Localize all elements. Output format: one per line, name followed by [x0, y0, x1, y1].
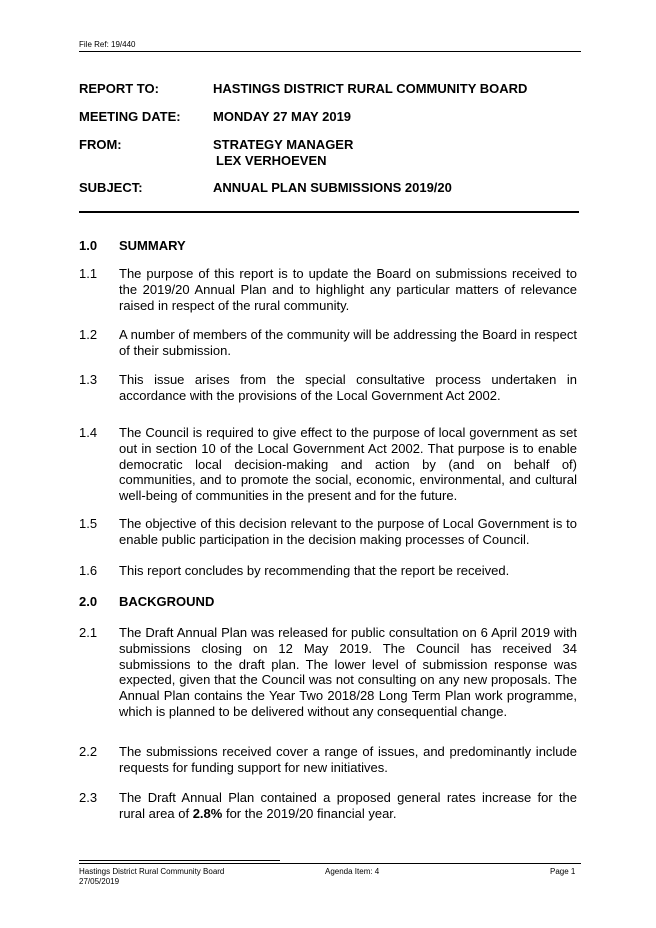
paragraph-number: 1.5	[79, 516, 98, 531]
header-value: ANNUAL PLAN SUBMISSIONS 2019/20	[213, 180, 452, 195]
header-value: MONDAY 27 MAY 2019	[213, 109, 352, 124]
paragraph-number: 1.6	[79, 563, 98, 578]
footer-board-name: Hastings District Rural Community Board	[79, 867, 225, 876]
paragraph-1-1	[79, 266, 577, 313]
paragraph-number: 1.4	[79, 425, 98, 440]
paragraph-text: The purpose of this report is to update the Board on submissions received to the 2019/20 Annual Plan and to highlight any particular matters of relevance raised in respect of the rural community.	[119, 266, 577, 313]
paragraph-text-part: The Draft Annual Plan contained a proposed general rates increase for the rural area of	[119, 790, 577, 821]
paragraph-number: 2.2	[79, 744, 98, 759]
paragraph-text: This issue arises from the special consultative process undertaken in accordance with the provisions of the Local Government Act 2002.	[119, 372, 577, 403]
paragraph-number: 1.1	[79, 266, 98, 281]
footer-agenda-item: Agenda Item: 4	[325, 867, 380, 876]
section-number: 1.0	[79, 238, 98, 253]
paragraph-text-part: for the 2019/20 financial year.	[222, 805, 397, 821]
paragraph-1-6	[79, 563, 577, 579]
paragraph-text: The submissions received cover a range of issues, and predominantly include requests for funding support for new initiatives.	[119, 744, 577, 775]
paragraph-number: 1.3	[79, 372, 98, 387]
header-rule	[79, 211, 579, 213]
paragraph-text	[119, 790, 577, 822]
paragraph-2-2	[79, 744, 577, 776]
paragraph-1-3	[79, 372, 577, 404]
rate-increase-value: 2.8%	[192, 805, 223, 821]
section-number: 2.0	[79, 594, 98, 609]
footer-date: 27/05/2019	[79, 877, 120, 886]
header-value	[213, 137, 353, 169]
paragraph-1-2	[79, 327, 577, 359]
paragraph-1-5	[79, 516, 577, 548]
paragraph-2-1	[79, 625, 577, 720]
paragraph-text: The Council is required to give effect to the purpose of local government as set out in section 10 of the Local Government Act 2002. That purpose is to enable democratic local decision-making and action by (and on behalf of) communities, and to promote the social, economic, environmental, and cultural well-being of communities in the present and for the future.	[119, 425, 577, 504]
paragraph-number: 2.3	[79, 790, 98, 805]
footer-rule-stub	[79, 860, 280, 861]
paragraph-2-3	[79, 790, 577, 822]
section-title: BACKGROUND	[119, 594, 215, 609]
footer-rule	[79, 863, 581, 864]
header-value-line-1: STRATEGY MANAGER	[213, 137, 354, 152]
paragraph-text: The objective of this decision relevant to the purpose of Local Government is to enable public participation in the decision making processes of Council.	[119, 516, 577, 547]
paragraph-1-4	[79, 425, 577, 504]
paragraph-text: A number of members of the community will be addressing the Board in respect of their submission.	[119, 327, 577, 358]
top-rule	[79, 51, 581, 52]
footer-page-number: Page 1	[550, 867, 576, 876]
paragraph-text: The Draft Annual Plan was released for public consultation on 6 April 2019 with submissions closing on 12 May 2019. The Council has received 34 submissions to the draft plan. The lower level of submission response was expected, given that the Council was not consulting on any new proposals. The Annual Plan contains the Year Two 2018/28 Long Term Plan work programme, which is planned to be delivered without any consequential change.	[119, 625, 577, 719]
header-value: HASTINGS DISTRICT RURAL COMMUNITY BOARD	[213, 81, 528, 96]
header-value-line-2: LEX VERHOEVEN	[216, 153, 327, 168]
paragraph-text: This report concludes by recommending that the report be received.	[119, 563, 510, 578]
paragraph-number: 1.2	[79, 327, 98, 342]
file-reference: File Ref: 19/440	[79, 40, 136, 49]
section-title: SUMMARY	[119, 238, 186, 253]
header-label: REPORT TO:	[79, 81, 159, 96]
paragraph-number: 2.1	[79, 625, 98, 640]
header-label: SUBJECT:	[79, 180, 143, 195]
header-label: FROM:	[79, 137, 122, 152]
header-label: MEETING DATE:	[79, 109, 181, 124]
